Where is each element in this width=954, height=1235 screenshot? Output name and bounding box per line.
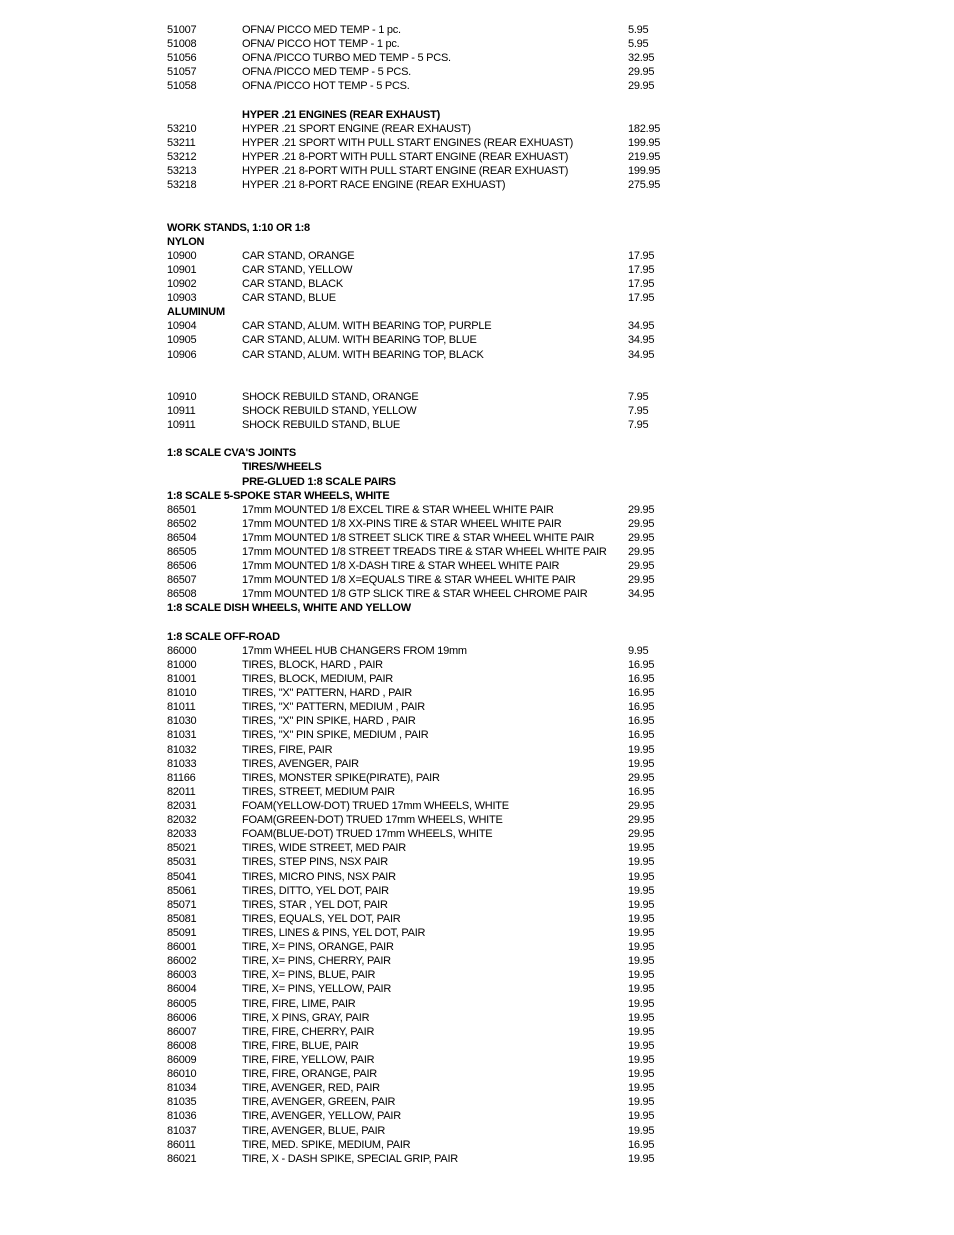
- section-heading-text: 1:8 SCALE 5-SPOKE STAR WHEELS, WHITE: [167, 489, 390, 502]
- item-price: 19.95: [628, 870, 655, 883]
- item-code: 10905: [167, 334, 197, 347]
- item-price: 182.95: [628, 122, 661, 135]
- item-description: TIRE, AVENGER, RED, PAIR: [242, 1082, 380, 1095]
- item-code: 81036: [167, 1110, 197, 1123]
- item-code: 85041: [167, 870, 197, 883]
- item-price: 29.95: [628, 574, 655, 587]
- price-row: [0, 771, 954, 785]
- item-description: TIRES, WIDE STREET, MED PAIR: [242, 842, 406, 855]
- item-description: TIRE, AVENGER, YELLOW, PAIR: [242, 1110, 401, 1123]
- item-description: TIRE, X PINS, GRAY, PAIR: [242, 1011, 370, 1024]
- item-description: TIRE, FIRE, LIME, PAIR: [242, 997, 356, 1010]
- price-row: [0, 644, 954, 658]
- item-code: 86002: [167, 955, 197, 968]
- item-description: TIRE, FIRE, ORANGE, PAIR: [242, 1068, 377, 1081]
- item-code: 86000: [167, 644, 197, 657]
- section-heading: [0, 489, 954, 503]
- item-price: 19.95: [628, 1068, 655, 1081]
- item-price: 7.95: [628, 419, 649, 432]
- item-description: TIRES, BLOCK, HARD , PAIR: [242, 658, 383, 671]
- item-description: TIRE, MED. SPIKE, MEDIUM, PAIR: [242, 1138, 411, 1151]
- price-row: [0, 912, 954, 926]
- item-price: 19.95: [628, 1082, 655, 1095]
- price-row: [0, 573, 954, 587]
- price-row: [0, 799, 954, 813]
- item-code: 81037: [167, 1124, 197, 1137]
- price-row: [0, 1138, 954, 1152]
- item-code: 81011: [167, 701, 196, 714]
- item-price: 17.95: [628, 249, 655, 262]
- item-description: TIRE, AVENGER, GREEN, PAIR: [242, 1096, 396, 1109]
- price-row: [0, 178, 954, 192]
- item-description: TIRES, "X" PIN SPIKE, HARD , PAIR: [242, 715, 416, 728]
- section-subheading-text: HYPER .21 ENGINES (REAR EXHAUST): [242, 108, 440, 121]
- item-price: 19.95: [628, 1011, 655, 1024]
- item-code: 86001: [167, 941, 197, 954]
- item-code: 86504: [167, 531, 197, 544]
- price-row: [0, 51, 954, 65]
- item-price: 16.95: [628, 687, 655, 700]
- item-code: 85031: [167, 856, 197, 869]
- item-description: FOAM(GREEN-DOT) TRUED 17mm WHEELS, WHITE: [242, 814, 503, 827]
- price-row: [0, 870, 954, 884]
- price-row: [0, 686, 954, 700]
- item-description: OFNA/ PICCO HOT TEMP - 1 pc.: [242, 38, 400, 51]
- item-description: OFNA/ PICCO MED TEMP - 1 pc.: [242, 24, 401, 36]
- price-row: [0, 954, 954, 968]
- item-code: 10903: [167, 292, 197, 305]
- item-price: 19.95: [628, 884, 655, 897]
- price-row: [0, 855, 954, 869]
- item-price: 29.95: [628, 800, 655, 813]
- item-price: 29.95: [628, 560, 655, 573]
- price-row: [0, 517, 954, 531]
- item-description: TIRES, FIRE, PAIR: [242, 743, 333, 756]
- section-subheading-text: PRE-GLUED 1:8 SCALE PAIRS: [242, 475, 396, 488]
- item-code: 81031: [167, 729, 197, 742]
- item-price: 9.95: [628, 644, 649, 657]
- item-description: SHOCK REBUILD STAND, BLUE: [242, 419, 400, 432]
- item-code: 86005: [167, 997, 197, 1010]
- section-subheading: [0, 108, 954, 122]
- price-row: [0, 531, 954, 545]
- price-row: [0, 164, 954, 178]
- item-price: 34.95: [628, 348, 655, 361]
- price-row: [0, 813, 954, 827]
- item-code: 86006: [167, 1011, 197, 1024]
- price-row: [0, 1067, 954, 1081]
- item-price: 7.95: [628, 390, 649, 403]
- item-description: 17mm MOUNTED 1/8 XX-PINS TIRE & STAR WHEEL WHITE PAIR: [242, 517, 562, 530]
- item-code: 86506: [167, 560, 197, 573]
- item-description: HYPER .21 8-PORT WITH PULL START ENGINE (REAR EXHUAST): [242, 150, 569, 163]
- item-price: 34.95: [628, 588, 655, 601]
- price-row: [0, 333, 954, 347]
- item-description: TIRES, MONSTER SPIKE(PIRATE), PAIR: [242, 771, 440, 784]
- item-code: 86021: [167, 1152, 197, 1165]
- item-code: 82033: [167, 828, 197, 841]
- price-row: [0, 743, 954, 757]
- price-row: [0, 122, 954, 136]
- blank-row: [0, 362, 954, 376]
- price-row: [0, 841, 954, 855]
- price-row: [0, 559, 954, 573]
- item-code: 81030: [167, 715, 197, 728]
- item-code: 85091: [167, 927, 197, 939]
- item-price: 29.95: [628, 771, 655, 784]
- item-code: 86505: [167, 546, 197, 559]
- price-row: [0, 1152, 954, 1166]
- section-heading-text: 1:8 SCALE OFF-ROAD: [167, 630, 280, 643]
- item-price: 19.95: [628, 757, 655, 770]
- price-list: [0, 23, 954, 1166]
- item-price: 19.95: [628, 898, 655, 911]
- item-price: 5.95: [628, 38, 649, 51]
- item-price: 29.95: [628, 503, 655, 516]
- item-price: 16.95: [628, 673, 655, 686]
- section-heading: [0, 601, 954, 615]
- item-price: 29.95: [628, 66, 655, 79]
- item-price: 34.95: [628, 320, 655, 333]
- section-heading: [0, 235, 954, 249]
- item-description: 17mm MOUNTED 1/8 STREET SLICK TIRE & STAR WHEEL WHITE PAIR: [242, 531, 595, 544]
- item-price: 19.95: [628, 856, 655, 869]
- price-row: [0, 23, 954, 37]
- item-code: 53218: [167, 179, 197, 192]
- item-description: TIRES, EQUALS, YEL DOT, PAIR: [242, 912, 401, 925]
- price-row: [0, 390, 954, 404]
- item-price: 17.95: [628, 263, 655, 276]
- item-code: 10910: [167, 390, 197, 403]
- price-row: [0, 136, 954, 150]
- section-heading-text: 1:8 SCALE CVA'S JOINTS: [167, 447, 296, 460]
- item-description: 17mm MOUNTED 1/8 X=EQUALS TIRE & STAR WHEEL WHITE PAIR: [242, 574, 576, 587]
- item-code: 81035: [167, 1096, 197, 1109]
- section-heading-text: ALUMINUM: [167, 306, 225, 319]
- item-code: 10902: [167, 277, 197, 290]
- blank-row: [0, 616, 954, 630]
- item-price: 19.95: [628, 969, 655, 982]
- price-row: [0, 982, 954, 996]
- item-description: TIRES, BLOCK, MEDIUM, PAIR: [242, 673, 393, 686]
- item-description: CAR STAND, ALUM. WITH BEARING TOP, BLACK: [242, 348, 484, 361]
- price-row: [0, 587, 954, 601]
- item-price: 16.95: [628, 729, 655, 742]
- item-price: 19.95: [628, 941, 655, 954]
- price-row: [0, 1039, 954, 1053]
- price-row: [0, 1011, 954, 1025]
- item-code: 53212: [167, 150, 197, 163]
- section-subheading-text: TIRES/WHEELS: [242, 461, 322, 474]
- price-row: [0, 545, 954, 559]
- item-description: 17mm WHEEL HUB CHANGERS FROM 19mm: [242, 644, 467, 657]
- item-description: FOAM(BLUE-DOT) TRUED 17mm WHEELS, WHITE: [242, 828, 493, 841]
- item-description: TIRES, DITTO, YEL DOT, PAIR: [242, 884, 389, 897]
- item-price: 17.95: [628, 277, 655, 290]
- price-row: [0, 1109, 954, 1123]
- item-description: TIRES, STREET, MEDIUM PAIR: [242, 785, 395, 798]
- item-price: 34.95: [628, 334, 655, 347]
- item-description: OFNA /PICCO HOT TEMP - 5 PCS.: [242, 80, 410, 93]
- item-description: TIRES, LINES & PINS, YEL DOT, PAIR: [242, 927, 426, 939]
- blank-row: [0, 432, 954, 446]
- item-price: 29.95: [628, 80, 655, 93]
- item-description: CAR STAND, BLUE: [242, 292, 336, 305]
- item-description: OFNA /PICCO TURBO MED TEMP - 5 PCS.: [242, 52, 451, 65]
- item-price: 29.95: [628, 814, 655, 827]
- price-row: [0, 714, 954, 728]
- item-price: 19.95: [628, 1096, 655, 1109]
- item-price: 19.95: [628, 743, 655, 756]
- item-price: 16.95: [628, 785, 655, 798]
- price-row: [0, 672, 954, 686]
- item-code: 85081: [167, 912, 197, 925]
- price-row: [0, 277, 954, 291]
- price-row: [0, 997, 954, 1011]
- item-description: TIRES, "X" PIN SPIKE, MEDIUM , PAIR: [242, 729, 429, 742]
- item-description: TIRE, X= PINS, YELLOW, PAIR: [242, 983, 392, 996]
- price-row: [0, 940, 954, 954]
- item-code: 81034: [167, 1082, 197, 1095]
- price-row: [0, 700, 954, 714]
- item-description: FOAM(YELLOW-DOT) TRUED 17mm WHEELS, WHITE: [242, 800, 509, 813]
- item-price: 19.95: [628, 912, 655, 925]
- item-description: TIRE, FIRE, BLUE, PAIR: [242, 1039, 359, 1052]
- item-code: 53210: [167, 122, 197, 135]
- item-description: HYPER .21 8-PORT WITH PULL START ENGINE (REAR EXHUAST): [242, 165, 569, 178]
- item-description: CAR STAND, YELLOW: [242, 263, 353, 276]
- item-price: 19.95: [628, 1053, 655, 1066]
- item-code: 86507: [167, 574, 197, 587]
- item-description: TIRES, "X" PATTERN, HARD , PAIR: [242, 687, 412, 700]
- price-row: [0, 319, 954, 333]
- item-description: TIRES, STAR , YEL DOT, PAIR: [242, 898, 388, 911]
- item-price: 19.95: [628, 1110, 655, 1123]
- item-code: 81000: [167, 658, 197, 671]
- item-description: TIRE, FIRE, YELLOW, PAIR: [242, 1053, 375, 1066]
- item-price: 29.95: [628, 531, 655, 544]
- item-code: 86009: [167, 1053, 197, 1066]
- price-row: [0, 150, 954, 164]
- price-row: [0, 827, 954, 841]
- item-description: 17mm MOUNTED 1/8 X-DASH TIRE & STAR WHEEL WHITE PAIR: [242, 560, 560, 573]
- item-price: 29.95: [628, 828, 655, 841]
- item-code: 86010: [167, 1068, 197, 1081]
- item-code: 86501: [167, 503, 197, 516]
- item-description: SHOCK REBUILD STAND, ORANGE: [242, 390, 419, 403]
- price-row: [0, 404, 954, 418]
- item-code: 82031: [167, 800, 197, 813]
- price-row: [0, 348, 954, 362]
- item-code: 51057: [167, 66, 197, 79]
- price-row: [0, 658, 954, 672]
- item-price: 275.95: [628, 179, 661, 192]
- section-heading-text: 1:8 SCALE DISH WHEELS, WHITE AND YELLOW: [167, 602, 411, 615]
- item-code: 10911: [167, 419, 196, 432]
- price-row: [0, 757, 954, 771]
- item-code: 10906: [167, 348, 197, 361]
- item-description: 17mm MOUNTED 1/8 STREET TREADS TIRE & STAR WHEEL WHITE PAIR: [242, 546, 607, 559]
- item-price: 29.95: [628, 546, 655, 559]
- section-heading-text: NYLON: [167, 235, 205, 248]
- item-code: 53213: [167, 165, 197, 178]
- item-description: TIRE, X= PINS, CHERRY, PAIR: [242, 955, 391, 968]
- section-heading: [0, 221, 954, 235]
- item-code: 51058: [167, 80, 197, 93]
- section-heading: [0, 630, 954, 644]
- blank-row: [0, 192, 954, 206]
- item-description: HYPER .21 8-PORT RACE ENGINE (REAR EXHUAST): [242, 179, 506, 192]
- blank-row: [0, 206, 954, 220]
- price-row: [0, 291, 954, 305]
- item-price: 19.95: [628, 1152, 655, 1165]
- item-code: 85071: [167, 898, 197, 911]
- item-description: SHOCK REBUILD STAND, YELLOW: [242, 404, 417, 417]
- item-description: HYPER .21 SPORT WITH PULL START ENGINES (REAR EXHUAST): [242, 136, 574, 149]
- item-code: 81010: [167, 687, 197, 700]
- item-description: TIRE, X= PINS, ORANGE, PAIR: [242, 941, 394, 954]
- item-code: 10900: [167, 249, 197, 262]
- item-price: 32.95: [628, 52, 655, 65]
- price-row: [0, 418, 954, 432]
- item-description: CAR STAND, BLACK: [242, 277, 343, 290]
- item-description: TIRES, "X" PATTERN, MEDIUM , PAIR: [242, 701, 425, 714]
- item-code: 86004: [167, 983, 197, 996]
- item-description: 17mm MOUNTED 1/8 GTP SLICK TIRE & STAR WHEEL CHROME PAIR: [242, 588, 588, 601]
- blank-row: [0, 94, 954, 108]
- price-row: [0, 1095, 954, 1109]
- item-price: 19.95: [628, 1025, 655, 1038]
- item-price: 19.95: [628, 997, 655, 1010]
- price-row: [0, 898, 954, 912]
- price-row: [0, 1081, 954, 1095]
- blank-row: [0, 376, 954, 390]
- item-price: 5.95: [628, 24, 649, 36]
- item-price: 16.95: [628, 701, 655, 714]
- item-code: 86003: [167, 969, 197, 982]
- price-row: [0, 65, 954, 79]
- price-row: [0, 79, 954, 93]
- price-row: [0, 968, 954, 982]
- item-code: 81166: [167, 771, 196, 784]
- section-subheading: [0, 460, 954, 474]
- item-description: TIRE, X - DASH SPIKE, SPECIAL GRIP, PAIR: [242, 1152, 458, 1165]
- item-price: 17.95: [628, 292, 655, 305]
- item-code: 81032: [167, 743, 197, 756]
- price-row: [0, 263, 954, 277]
- price-row: [0, 1124, 954, 1138]
- item-code: 86508: [167, 588, 197, 601]
- item-code: 81001: [167, 673, 197, 686]
- item-description: 17mm MOUNTED 1/8 EXCEL TIRE & STAR WHEEL WHITE PAIR: [242, 503, 554, 516]
- item-code: 10901: [167, 263, 197, 276]
- item-code: 51008: [167, 38, 197, 51]
- section-subheading: [0, 475, 954, 489]
- item-price: 19.95: [628, 955, 655, 968]
- section-heading: [0, 305, 954, 319]
- item-price: 19.95: [628, 983, 655, 996]
- item-code: 10904: [167, 320, 197, 333]
- item-price: 16.95: [628, 658, 655, 671]
- item-code: 86007: [167, 1025, 197, 1038]
- item-description: CAR STAND, ALUM. WITH BEARING TOP, PURPLE: [242, 320, 492, 333]
- item-code: 85021: [167, 842, 197, 855]
- item-description: TIRE, FIRE, CHERRY, PAIR: [242, 1025, 375, 1038]
- item-price: 19.95: [628, 927, 655, 939]
- item-price: 7.95: [628, 404, 649, 417]
- item-code: 85061: [167, 884, 197, 897]
- item-description: OFNA /PICCO MED TEMP - 5 PCS.: [242, 66, 411, 79]
- price-row: [0, 728, 954, 742]
- item-code: 86502: [167, 517, 197, 530]
- item-code: 53211: [167, 136, 196, 149]
- item-description: TIRES, AVENGER, PAIR: [242, 757, 359, 770]
- item-description: TIRES, MICRO PINS, NSX PAIR: [242, 870, 396, 883]
- price-row: [0, 1025, 954, 1039]
- item-price: 29.95: [628, 517, 655, 530]
- item-description: CAR STAND, ALUM. WITH BEARING TOP, BLUE: [242, 334, 477, 347]
- item-code: 86008: [167, 1039, 197, 1052]
- item-code: 82011: [167, 785, 196, 798]
- item-code: 10911: [167, 404, 196, 417]
- price-row: [0, 503, 954, 517]
- item-code: 81033: [167, 757, 197, 770]
- section-heading-text: WORK STANDS, 1:10 OR 1:8: [167, 221, 310, 234]
- item-code: 51007: [167, 24, 197, 36]
- item-description: TIRE, X= PINS, BLUE, PAIR: [242, 969, 376, 982]
- price-row: [0, 926, 954, 940]
- item-description: HYPER .21 SPORT ENGINE (REAR EXHAUST): [242, 122, 471, 135]
- item-price: 199.95: [628, 136, 661, 149]
- item-description: TIRE, AVENGER, BLUE, PAIR: [242, 1124, 386, 1137]
- item-code: 86011: [167, 1138, 196, 1151]
- item-price: 19.95: [628, 1124, 655, 1137]
- item-price: 199.95: [628, 165, 661, 178]
- item-price: 219.95: [628, 150, 661, 163]
- item-price: 19.95: [628, 842, 655, 855]
- item-code: 82032: [167, 814, 197, 827]
- item-price: 16.95: [628, 715, 655, 728]
- item-price: 19.95: [628, 1039, 655, 1052]
- section-heading: [0, 446, 954, 460]
- price-row: [0, 785, 954, 799]
- item-description: TIRES, STEP PINS, NSX PAIR: [242, 856, 388, 869]
- price-row: [0, 1053, 954, 1067]
- item-code: 51056: [167, 52, 197, 65]
- price-row: [0, 37, 954, 51]
- price-row: [0, 884, 954, 898]
- price-row: [0, 249, 954, 263]
- item-description: CAR STAND, ORANGE: [242, 249, 355, 262]
- item-price: 16.95: [628, 1138, 655, 1151]
